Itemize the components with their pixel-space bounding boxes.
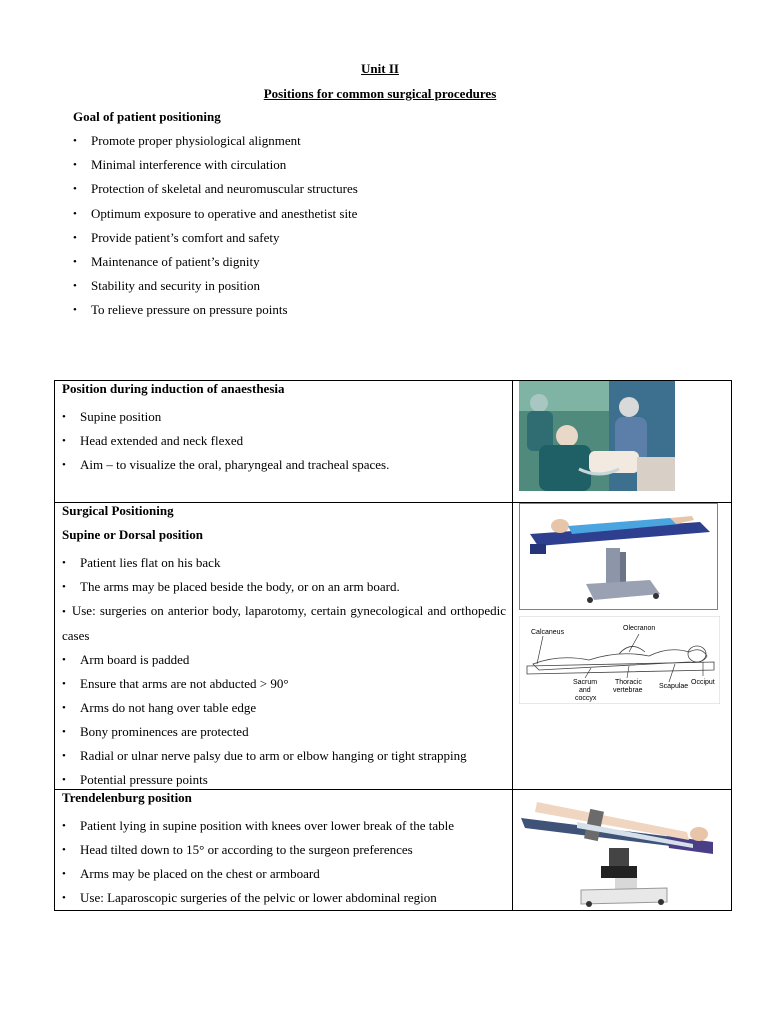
bullet-icon: • bbox=[73, 207, 77, 220]
goal-list bbox=[73, 129, 358, 323]
section-heading: Surgical Positioning bbox=[62, 503, 174, 518]
bullet-icon: • bbox=[62, 844, 66, 856]
column-divider bbox=[512, 790, 513, 910]
bullet-icon: • bbox=[62, 557, 66, 569]
label-and: and bbox=[579, 687, 591, 694]
list-item bbox=[62, 744, 506, 768]
list-item bbox=[62, 648, 506, 672]
page-title: Positions for common surgical procedures bbox=[263, 86, 497, 101]
bullet-icon: • bbox=[73, 183, 77, 196]
list-item bbox=[62, 886, 506, 910]
label-vertebrae: vertebrae bbox=[613, 687, 643, 694]
bullet-icon: • bbox=[62, 459, 66, 471]
goal-text: Stability and security in position bbox=[91, 278, 260, 294]
label-sacrum: Sacrum bbox=[573, 679, 598, 686]
bullet-icon: • bbox=[62, 868, 66, 880]
bullet-icon: • bbox=[73, 135, 77, 147]
bullet-icon: • bbox=[62, 774, 66, 786]
goal-text: Provide patient’s comfort and safety bbox=[91, 229, 280, 245]
goal-text: Protection of skeletal and neuromuscular structures bbox=[91, 181, 358, 197]
item-text: Ensure that arms are not abducted > 90° bbox=[80, 676, 289, 691]
bullet-icon: • bbox=[62, 702, 66, 714]
bullet-icon: • bbox=[62, 411, 66, 423]
bullet-icon: • bbox=[62, 606, 66, 618]
item-text: Radial or ulnar nerve palsy due to arm or elbow hanging or tight strapping bbox=[80, 748, 467, 763]
label-coccyx: coccyx bbox=[575, 695, 597, 702]
label-thoracic: Thoracic bbox=[615, 679, 642, 686]
section-heading: Position during induction of anaesthesia bbox=[62, 381, 285, 396]
list-item bbox=[73, 202, 358, 226]
bullet-icon: • bbox=[62, 435, 66, 447]
bullet-icon: • bbox=[73, 280, 77, 293]
list-item bbox=[73, 177, 358, 201]
list-item bbox=[73, 298, 358, 322]
list-item bbox=[62, 814, 506, 838]
table-row bbox=[55, 789, 731, 910]
item-text: Arms do not hang over table edge bbox=[80, 700, 257, 715]
label-calcaneus: Calcaneus bbox=[531, 629, 565, 636]
column-divider bbox=[512, 503, 513, 789]
item-text: Head tilted down to 15° or according to the surgeon preferences bbox=[80, 842, 413, 857]
item-text: Aim – to visualize the oral, pharyngeal and tracheal spaces. bbox=[80, 457, 390, 472]
item-text: Supine position bbox=[80, 409, 162, 424]
list-item bbox=[73, 129, 358, 153]
list-item bbox=[62, 429, 506, 453]
supine-table-illustration bbox=[519, 503, 718, 610]
list-item bbox=[62, 405, 506, 429]
list-item bbox=[73, 274, 358, 298]
section-subheading: Supine or Dorsal position bbox=[62, 527, 203, 542]
goal-text: To relieve pressure on pressure points bbox=[91, 302, 288, 318]
bullet-icon: • bbox=[73, 159, 77, 172]
pressure-points-diagram bbox=[519, 616, 720, 704]
goal-text: Minimal interference with circulation bbox=[91, 157, 287, 173]
positions-table bbox=[54, 380, 732, 911]
goal-heading: Goal of patient positioning bbox=[73, 109, 221, 124]
list-item bbox=[62, 672, 506, 696]
table-cell bbox=[62, 790, 506, 910]
column-divider bbox=[512, 381, 513, 502]
table-row bbox=[55, 502, 731, 789]
bullet-icon: • bbox=[73, 304, 77, 317]
list-item bbox=[62, 551, 506, 575]
bullet-list bbox=[62, 551, 506, 792]
goal-text: Maintenance of patient’s dignity bbox=[91, 253, 260, 269]
bullet-icon: • bbox=[62, 581, 66, 593]
bullet-icon: • bbox=[62, 892, 66, 904]
item-text: Head extended and neck flexed bbox=[80, 433, 244, 448]
list-item bbox=[73, 153, 358, 177]
section-heading: Trendelenburg position bbox=[62, 790, 192, 805]
table-cell bbox=[62, 503, 506, 792]
bullet-icon: • bbox=[62, 726, 66, 738]
trendelenburg-table-illustration bbox=[517, 792, 715, 908]
goal-text: Optimum exposure to operative and anesthetist site bbox=[91, 205, 358, 221]
label-scapulae: Scapulae bbox=[659, 683, 689, 690]
bullet-icon: • bbox=[62, 820, 66, 832]
item-text: Arms may be placed on the chest or armboard bbox=[80, 866, 320, 881]
table-cell bbox=[62, 381, 506, 477]
item-text: Use: surgeries on anterior body, laparotomy, certain gynecological and orthopedic cases bbox=[62, 603, 506, 643]
item-text: The arms may be placed beside the body, or on an arm board. bbox=[80, 579, 400, 594]
anaesthesia-induction-photo bbox=[519, 381, 675, 491]
bullet-list bbox=[62, 814, 506, 910]
goal-text: Promote proper physiological alignment bbox=[91, 133, 301, 148]
label-occiput: Occiput bbox=[691, 679, 715, 686]
item-text: Potential pressure points bbox=[80, 772, 208, 787]
list-item bbox=[62, 720, 506, 744]
list-item bbox=[73, 226, 358, 250]
list-item bbox=[62, 453, 506, 477]
list-item bbox=[62, 599, 506, 648]
list-item bbox=[73, 250, 358, 274]
item-text: Patient lies flat on his back bbox=[80, 555, 221, 570]
bullet-icon: • bbox=[62, 678, 66, 690]
item-text: Patient lying in supine position with knees over lower break of the table bbox=[80, 818, 455, 833]
bullet-icon: • bbox=[62, 654, 66, 666]
label-olecranon: Olecranon bbox=[623, 625, 656, 632]
list-item bbox=[62, 696, 506, 720]
bullet-icon: • bbox=[73, 231, 77, 244]
bullet-list bbox=[62, 405, 506, 477]
item-text: Bony prominences are protected bbox=[80, 724, 249, 739]
list-item bbox=[62, 575, 506, 599]
bullet-icon: • bbox=[62, 750, 66, 762]
list-item bbox=[62, 838, 506, 862]
item-text: Use: Laparoscopic surgeries of the pelvic or lower abdominal region bbox=[80, 890, 437, 905]
bullet-icon: • bbox=[73, 255, 77, 268]
item-text: Arm board is padded bbox=[80, 652, 190, 667]
table-row bbox=[55, 381, 731, 502]
list-item bbox=[62, 862, 506, 886]
unit-title: Unit II bbox=[361, 61, 399, 76]
